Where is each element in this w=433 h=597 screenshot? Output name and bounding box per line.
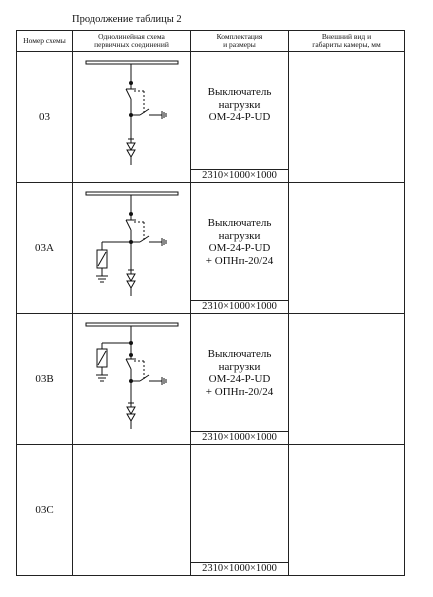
table-row: [17, 52, 405, 183]
header-single-line-diagram: Однолинейная схема первичных соединений: [73, 31, 191, 52]
kit-line: + ОПНп-20/24: [205, 385, 274, 398]
single-line-diagram-switch-arrester: [74, 184, 190, 312]
configuration-cell: [191, 314, 289, 445]
single-line-diagram-arrester-switch: [74, 315, 190, 443]
kit-line: ОМ-24-P-UD: [208, 242, 271, 254]
kit-size: 2310×1000×1000: [191, 169, 288, 182]
table-caption: Продолжение таблицы 2: [72, 14, 182, 25]
table-row: [17, 445, 405, 576]
kit-line: Выключатель: [207, 217, 272, 229]
scheme-number: 03С: [17, 445, 73, 576]
kit-size: 2310×1000×1000: [191, 431, 288, 444]
scheme-number: 03А: [17, 183, 73, 314]
header-configuration: Комплектация и размеры: [191, 31, 289, 52]
scheme-number: 03: [17, 52, 73, 183]
appearance-cell: [289, 52, 405, 183]
header-scheme-number: Номер схемы: [17, 31, 73, 52]
kit-line: Выключатель: [207, 86, 272, 98]
kit-line: нагрузки: [218, 360, 261, 373]
configuration-cell: [191, 445, 289, 576]
table-row: [17, 314, 405, 445]
kit-line: ОМ-24-P-UD: [208, 373, 271, 385]
appearance-cell: [289, 314, 405, 445]
kit-line: + ОПНп-20/24: [205, 254, 274, 267]
scheme-number: 03B: [17, 314, 73, 445]
header-appearance: Внешний вид и габариты камеры, мм: [289, 31, 405, 52]
configuration-cell: [191, 52, 289, 183]
kit-line: ОМ-24-P-UD: [208, 111, 271, 123]
kit-line: нагрузки: [218, 229, 261, 242]
kit-size: 2310×1000×1000: [191, 300, 288, 313]
kit-line: Выключатель: [207, 348, 272, 360]
configuration-cell: [191, 183, 289, 314]
appearance-cell: [289, 183, 405, 314]
diagram-cell: [73, 314, 191, 445]
kit-line: нагрузки: [218, 98, 261, 111]
schemes-table: [16, 30, 405, 576]
table-header-row: [17, 31, 405, 52]
kit-size: 2310×1000×1000: [191, 562, 288, 575]
diagram-cell: [73, 445, 191, 576]
table-row: [17, 183, 405, 314]
diagram-cell: [73, 183, 191, 314]
diagram-cell: [73, 52, 191, 183]
single-line-diagram-switch: [74, 53, 190, 181]
appearance-cell: [289, 445, 405, 576]
